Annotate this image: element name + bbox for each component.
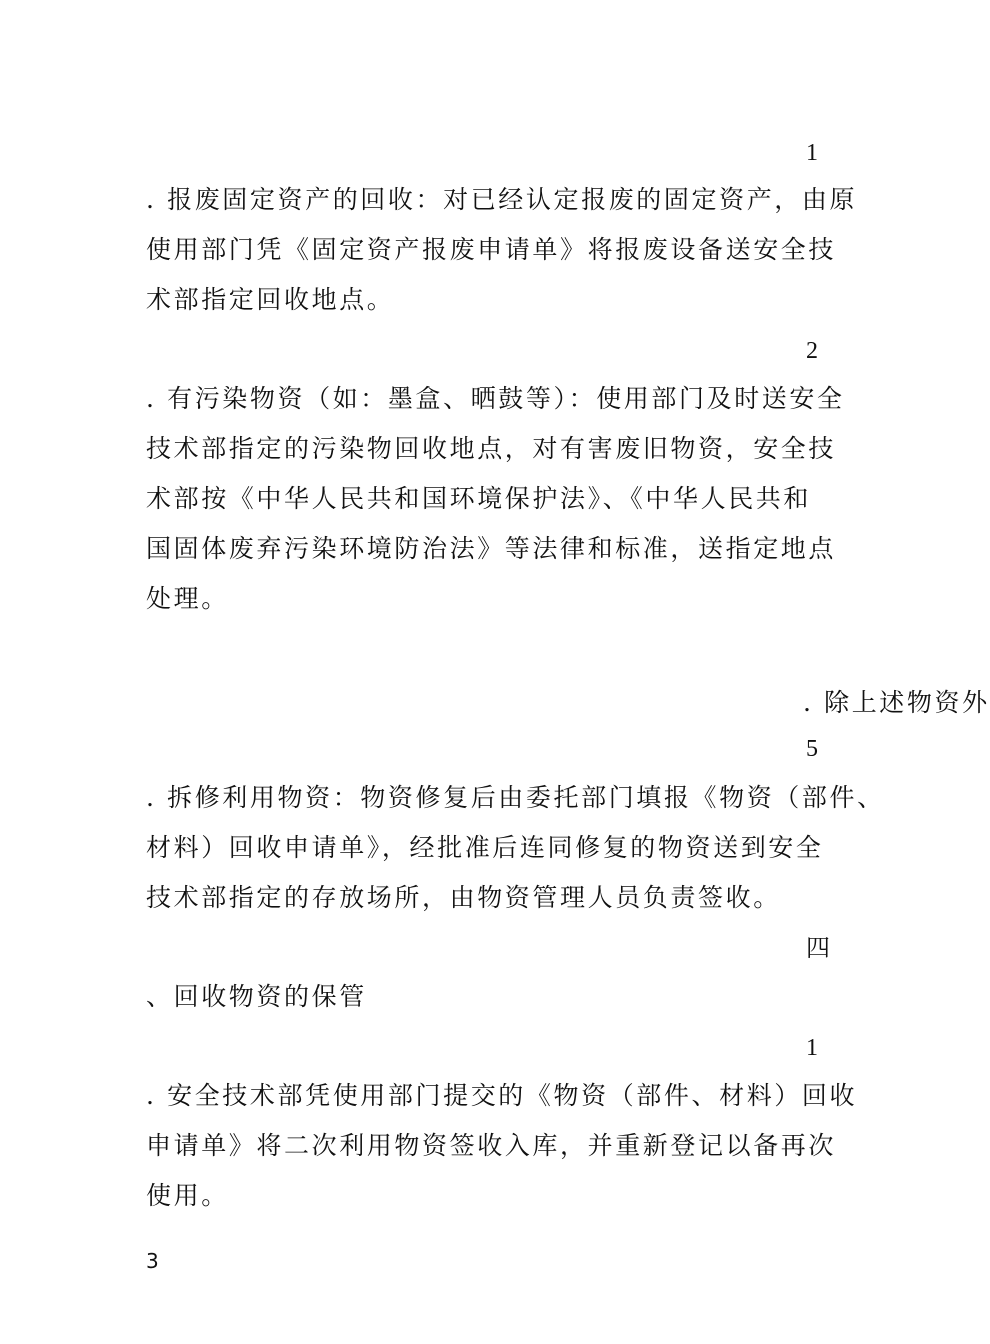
section-number: 四 xyxy=(806,934,830,962)
section-heading-storage xyxy=(146,972,826,1022)
text-line: . 拆修利用物资：物资修复后由委托部门填报《物资（部件、 xyxy=(146,783,885,812)
text-line: 使用。 xyxy=(146,1181,229,1210)
item-number: 5 xyxy=(806,736,818,762)
text-line: 技术部指定的存放场所，由物资管理人员负责签收。 xyxy=(146,883,781,912)
item-number: 2 xyxy=(806,338,818,364)
text-line: . 安全技术部凭使用部门提交的《物资（部件、材料）回收 xyxy=(146,1081,858,1110)
item-number: 1 xyxy=(806,1035,818,1061)
text-line: 术部按《中华人民共和国环境保护法》、《中华人民共和 xyxy=(146,484,812,513)
text-line: 国固体废弃污染环境防治法》等法律和标准，送指定地点 xyxy=(146,534,837,563)
paragraph-scrap-fixed-assets xyxy=(146,175,858,325)
text-line: 技术部指定的污染物回收地点，对有害废旧物资，安全技 xyxy=(146,434,837,463)
text-line: 申请单》将二次利用物资签收入库，并重新登记以备再次 xyxy=(146,1131,837,1160)
text-line: 术部指定回收地点。 xyxy=(146,285,395,314)
paragraph-polluting-materials xyxy=(146,374,845,624)
text-line: 材料）回收申请单》，经批准后连同修复的物资送到安全 xyxy=(146,833,824,862)
text-line: 处理。 xyxy=(146,584,229,613)
page-number: 3 xyxy=(146,1249,159,1273)
paragraph-storage-registration xyxy=(146,1071,858,1221)
paragraph-repaired-materials xyxy=(146,773,885,923)
heading-line: 、回收物资的保管 xyxy=(146,982,367,1011)
text-line: . 有污染物资（如：墨盒、晒鼓等）：使用部门及时送安全 xyxy=(146,384,845,413)
text-line: . 报废固定资产的回收：对已经认定报废的固定资产，由原 xyxy=(146,185,858,214)
item-number: 1 xyxy=(806,140,818,166)
text-line: 使用部门凭《固定资产报废申请单》将报废设备送安全技 xyxy=(146,235,837,264)
clipped-paragraph: . 除上述物资外 xyxy=(803,688,990,717)
